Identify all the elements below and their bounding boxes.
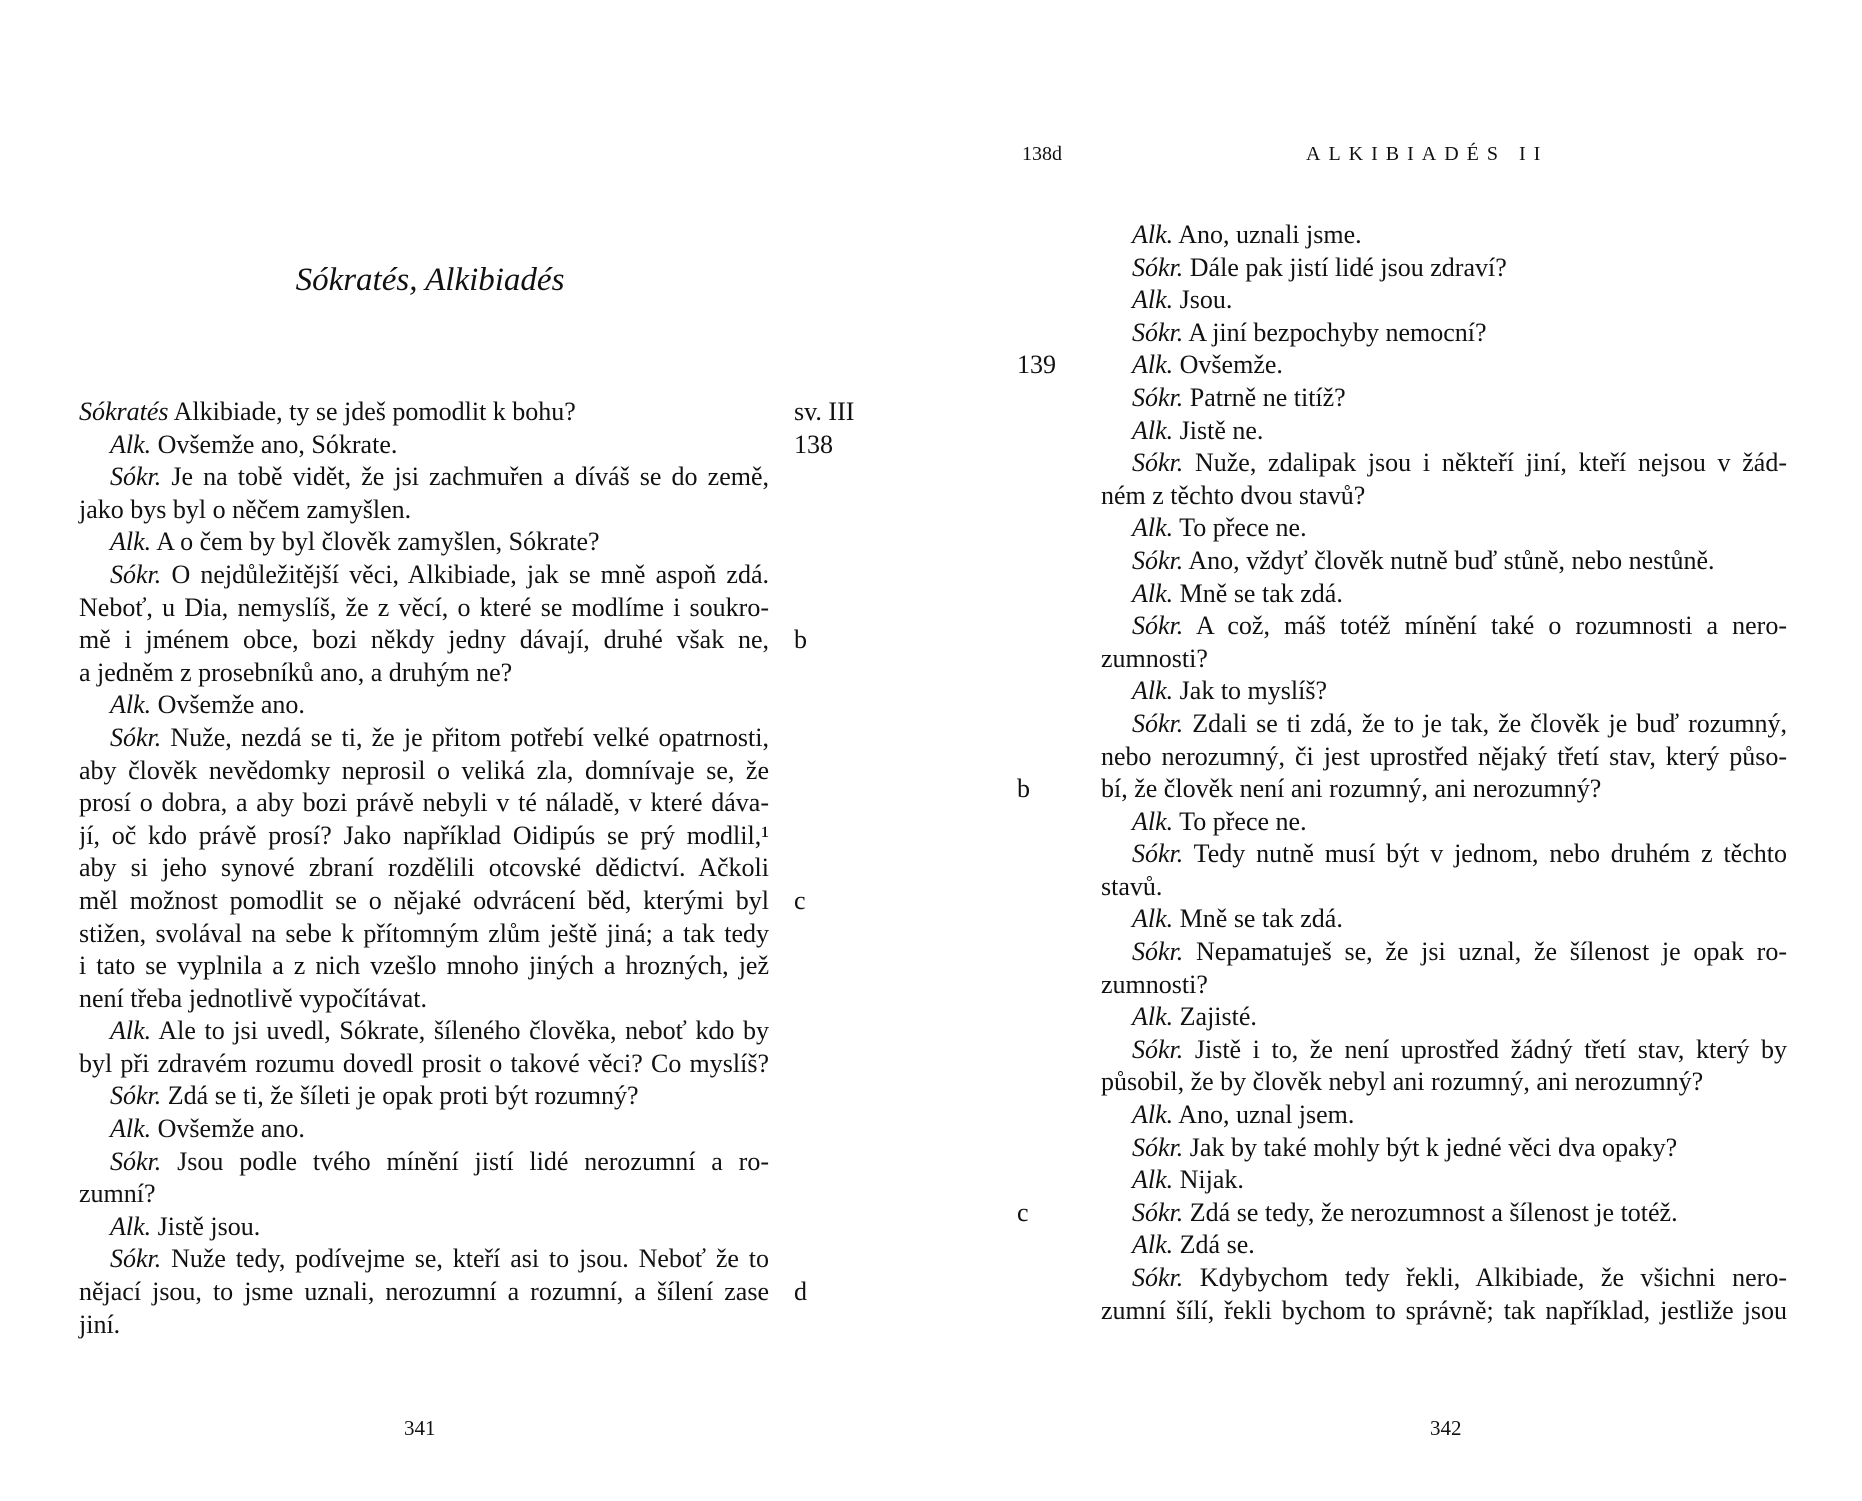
line-text: Jistě i to, že není uprostřed žádný třetí stav, který by — [1183, 1034, 1787, 1064]
text-line — [1101, 773, 1787, 806]
margin-reference — [1017, 382, 1087, 415]
left-text-column — [79, 396, 769, 1341]
margin-reference — [1017, 1229, 1087, 1262]
speaker-label: Sókr. — [1132, 708, 1184, 738]
margin-reference — [794, 1243, 894, 1276]
line-text: A jiní bezpochyby nemocní? — [1183, 317, 1487, 347]
text-line — [1101, 284, 1787, 317]
line-text: a jedněm z prosebníků ano, a druhým ne? — [79, 657, 513, 687]
right-margin-column — [1017, 219, 1087, 1327]
margin-reference — [794, 1211, 894, 1244]
text-line — [1101, 578, 1787, 611]
text-line — [79, 1276, 769, 1309]
text-line — [79, 885, 769, 918]
margin-reference — [1017, 871, 1087, 904]
speaker-label: Alk. — [1132, 676, 1174, 706]
speaker-label: Alk. — [1132, 1002, 1174, 1032]
speaker-label: Alk. — [1132, 415, 1174, 445]
dialogue-title: Sókratés, Alkibiadés — [295, 262, 565, 298]
speaker-label: Alk. — [110, 1114, 152, 1144]
line-text: bí, že člověk není ani rozumný, ani nerozumný? — [1101, 774, 1602, 804]
margin-reference — [1017, 512, 1087, 545]
text-line — [1101, 1066, 1787, 1099]
text-line — [1101, 1197, 1787, 1230]
speaker-label: Alk. — [1132, 806, 1174, 836]
margin-reference — [1017, 1066, 1087, 1099]
text-line — [79, 950, 769, 983]
margin-reference — [794, 1146, 894, 1179]
line-text: Je na tobě vidět, že jsi zachmuřen a díváš se do země, — [161, 462, 769, 492]
line-text: Zdali se ti zdá, že to je tak, že člověk je buď rozumný, — [1183, 708, 1787, 738]
text-line — [79, 624, 769, 657]
margin-reference — [794, 1374, 894, 1407]
text-line — [79, 1080, 769, 1113]
line-text: Neboť, u Dia, nemyslíš, že z věcí, o které se modlíme i soukro- — [79, 592, 769, 622]
text-line — [1101, 447, 1787, 480]
line-text: Mně se tak zdá. — [1173, 904, 1343, 934]
text-line — [79, 1015, 769, 1048]
line-text: To přece ne. — [1173, 806, 1307, 836]
margin-reference — [1017, 1132, 1087, 1165]
text-line — [79, 820, 769, 853]
speaker-label: Alk. — [1132, 350, 1174, 380]
page-number: 342 — [1430, 1416, 1462, 1440]
text-line — [1101, 382, 1787, 415]
text-line — [79, 396, 769, 429]
line-text: Jsou. — [1173, 285, 1233, 315]
margin-reference — [794, 494, 894, 527]
margin-reference — [794, 820, 894, 853]
speaker-label: Sókr. — [1132, 1197, 1184, 1227]
line-text: měl možnost pomodlit se o nějaké odvrácení běd, kterými byl — [79, 885, 769, 915]
line-text: Ovšemže ano, Sókrate. — [151, 429, 398, 459]
margin-reference: 139 — [1017, 350, 1056, 380]
margin-reference — [1017, 1034, 1087, 1067]
text-line — [1101, 349, 1787, 382]
margin-reference: c — [1017, 1197, 1029, 1227]
speaker-label: Alk. — [110, 690, 152, 720]
text-line — [1101, 806, 1787, 839]
margin-reference — [1017, 1295, 1087, 1328]
text-line — [1101, 643, 1787, 676]
speaker-label: Alk. — [1132, 1165, 1174, 1195]
left-margin-column — [794, 396, 894, 1472]
line-text: zumnosti? — [1101, 643, 1208, 673]
speaker-label: Sókr. — [1132, 382, 1184, 412]
line-text: Jistě jsou. — [151, 1211, 261, 1241]
margin-reference — [794, 852, 894, 885]
text-line — [1101, 936, 1787, 969]
margin-reference — [1017, 480, 1087, 513]
text-line — [79, 787, 769, 820]
text-line — [79, 657, 769, 690]
text-line — [79, 461, 769, 494]
text-line — [1101, 838, 1787, 871]
text-line — [79, 526, 769, 559]
margin-reference — [794, 1309, 894, 1342]
text-line — [1101, 1099, 1787, 1132]
line-text: Zdá se tedy, že nerozumnost a šílenost je totéž. — [1183, 1197, 1678, 1227]
speaker-label: Sókr. — [110, 462, 162, 492]
margin-reference: 138 — [794, 429, 833, 459]
text-line — [1101, 415, 1787, 448]
margin-reference — [794, 592, 894, 625]
text-line — [1101, 1132, 1787, 1165]
margin-reference — [1017, 741, 1087, 774]
speaker-label: Alk. — [110, 429, 152, 459]
margin-reference — [794, 657, 894, 690]
text-line — [1101, 252, 1787, 285]
speaker-label: Alk. — [1132, 1230, 1174, 1260]
speaker-label: Sókr. — [1132, 839, 1184, 869]
line-text: působil, že by člověk nebyl ani rozumný, ani nerozumný? — [1101, 1067, 1704, 1097]
margin-reference — [794, 950, 894, 983]
text-line — [1101, 1262, 1787, 1295]
margin-reference — [1017, 1262, 1087, 1295]
line-text: Ovšemže. — [1173, 350, 1283, 380]
text-line — [1101, 708, 1787, 741]
margin-reference — [1017, 838, 1087, 871]
speaker-label: Alk. — [1132, 220, 1174, 249]
speaker-label: Sókratés — [79, 397, 169, 426]
margin-reference — [794, 1439, 894, 1472]
margin-reference — [1017, 578, 1087, 611]
speaker-label: Sókr. — [1132, 252, 1184, 282]
text-line — [1101, 903, 1787, 936]
line-text: zumní šílí, řekli bychom to správně; tak například, jestliže jsou — [1101, 1295, 1787, 1325]
line-text: Kdybychom tedy řekli, Alkibiade, že všichni nero- — [1183, 1263, 1787, 1292]
line-text: Nuže, nezdá se ti, že je přitom potřebí velké opatrnosti, — [161, 722, 769, 752]
margin-reference: c — [794, 885, 806, 915]
right-page — [931, 0, 1862, 1501]
text-line — [79, 592, 769, 625]
line-text: Zdá se. — [1173, 1230, 1255, 1260]
running-head-reference: 138d — [1022, 143, 1062, 165]
margin-reference — [1017, 643, 1087, 676]
text-line — [79, 1048, 769, 1081]
margin-reference — [1017, 219, 1087, 252]
line-text: Jistě ne. — [1173, 415, 1264, 445]
speaker-label: Alk. — [110, 1016, 152, 1046]
line-text: Zdá se ti, že šíleti je opak proti být rozumný? — [161, 1081, 639, 1111]
text-line — [1101, 675, 1787, 708]
right-text-column — [1101, 219, 1787, 1327]
text-line — [1101, 1229, 1787, 1262]
margin-reference — [794, 559, 894, 592]
text-line — [1101, 512, 1787, 545]
margin-reference — [1017, 806, 1087, 839]
speaker-label: Sókr. — [1132, 1263, 1184, 1292]
margin-reference — [1017, 903, 1087, 936]
line-text: Jak to myslíš? — [1173, 676, 1327, 706]
text-line — [79, 494, 769, 527]
margin-reference — [794, 918, 894, 951]
line-text: Ano, vždyť člověk nutně buď stůně, nebo nestůně. — [1183, 545, 1715, 575]
line-text: To přece ne. — [1173, 513, 1307, 543]
speaker-label: Sókr. — [1132, 317, 1184, 347]
line-text: Nepamatuješ se, že jsi uznal, že šílenost je opak ro- — [1183, 937, 1787, 967]
speaker-label: Alk. — [110, 527, 152, 557]
line-text: Patrně ne titíž? — [1183, 382, 1346, 412]
text-line — [1101, 545, 1787, 578]
page-number: 341 — [404, 1416, 436, 1440]
line-text: A o čem by byl člověk zamyšlen, Sókrate? — [151, 527, 600, 557]
margin-reference — [794, 1015, 894, 1048]
line-text: ném z těchto dvou stavů? — [1101, 480, 1366, 510]
margin-reference — [1017, 545, 1087, 578]
line-text: Nuže tedy, podívejme se, kteří asi to jsou. Neboť že to — [161, 1244, 769, 1274]
speaker-label: Alk. — [1132, 578, 1174, 608]
line-text: jí, oč kdo právě prosí? Jako například Oidipús se prý modlil,¹ — [79, 820, 769, 850]
text-line — [1101, 219, 1787, 252]
line-text: Ovšemže ano. — [151, 1114, 305, 1144]
margin-reference — [794, 689, 894, 722]
line-text: Zajisté. — [1173, 1002, 1257, 1032]
text-line — [1101, 969, 1787, 1002]
text-line — [79, 1243, 769, 1276]
margin-reference — [1017, 969, 1087, 1002]
text-line — [79, 722, 769, 755]
speaker-label: Sókr. — [1132, 1034, 1184, 1064]
margin-reference — [794, 1113, 894, 1146]
margin-reference — [1017, 317, 1087, 350]
line-text: stavů. — [1101, 871, 1163, 901]
margin-reference — [794, 1080, 894, 1113]
line-text: nějací jsou, to jsme uznali, nerozumní a rozumní, a šílení zase — [79, 1277, 769, 1307]
text-line — [1101, 1164, 1787, 1197]
speaker-label: Sókr. — [110, 722, 162, 752]
text-line — [79, 755, 769, 788]
text-line — [79, 429, 769, 462]
line-text: Dále pak jistí lidé jsou zdraví? — [1183, 252, 1507, 282]
speaker-label: Sókr. — [1132, 611, 1184, 641]
line-text: Tedy nutně musí být v jednom, nebo druhém z těchto — [1183, 839, 1787, 869]
text-line — [79, 1211, 769, 1244]
line-text: jiní. — [79, 1309, 121, 1339]
text-line — [79, 852, 769, 885]
line-text: stižen, svolával na sebe k přítomným zlům ještě jiná; a tak tedy — [79, 918, 769, 948]
speaker-label: Sókr. — [1132, 545, 1184, 575]
text-line — [79, 983, 769, 1016]
line-text: zumnosti? — [1101, 969, 1208, 999]
margin-reference — [1017, 708, 1087, 741]
line-text: mě i jménem obce, bozi někdy jedny dávají, druhé však ne, — [79, 625, 769, 655]
speaker-label: Sókr. — [110, 1244, 162, 1274]
margin-reference — [794, 755, 894, 788]
line-text: i tato se vyplnila a z nich vzešlo mnoho jiných a hrozných, jež — [79, 951, 769, 981]
text-line — [1101, 1295, 1787, 1328]
line-text: O nejdůležitější věci, Alkibiade, jak se mně aspoň zdá. — [161, 559, 769, 589]
speaker-label: Sókr. — [110, 1081, 162, 1111]
margin-reference — [794, 1406, 894, 1439]
line-text: zumní? — [79, 1179, 156, 1209]
text-line — [1101, 871, 1787, 904]
line-text: A což, máš totéž mínění také o rozumnosti a nero- — [1183, 611, 1787, 641]
margin-reference — [794, 722, 894, 755]
line-text: aby si jeho synové zbraní rozdělili otcovské dědictví. Ačkoli — [79, 853, 769, 883]
line-text: prosí o dobra, a aby bozi právě nebyli v té náladě, v které dáva- — [79, 788, 769, 818]
line-text: Ano, uznal jsem. — [1173, 1100, 1355, 1130]
margin-reference — [794, 1341, 894, 1374]
speaker-label: Sókr. — [110, 559, 162, 589]
speaker-label: Alk. — [110, 1211, 152, 1241]
margin-reference — [794, 1048, 894, 1081]
margin-reference — [1017, 1164, 1087, 1197]
text-line — [1101, 610, 1787, 643]
margin-reference: d — [794, 1277, 807, 1307]
speaker-label: Alk. — [1132, 285, 1174, 315]
running-head-title: ALKIBIADÉS II — [1306, 143, 1549, 165]
text-line — [1101, 1001, 1787, 1034]
margin-reference — [1017, 284, 1087, 317]
margin-reference — [1017, 936, 1087, 969]
speaker-label: Alk. — [1132, 904, 1174, 934]
margin-reference — [794, 787, 894, 820]
margin-reference: b — [794, 625, 807, 655]
margin-reference — [1017, 1099, 1087, 1132]
margin-reference — [794, 526, 894, 559]
line-text: Nijak. — [1173, 1165, 1244, 1195]
margin-reference — [1017, 675, 1087, 708]
text-line — [1101, 741, 1787, 774]
line-text: jako bys byl o něčem zamyšlen. — [79, 494, 412, 524]
text-line — [79, 1146, 769, 1179]
speaker-label: Alk. — [1132, 1100, 1174, 1130]
line-text: nebo nerozumný, či jest uprostřed nějaký třetí stav, který půso- — [1101, 741, 1787, 771]
margin-reference — [1017, 415, 1087, 448]
margin-reference — [794, 983, 894, 1016]
text-line — [79, 918, 769, 951]
margin-reference — [794, 1178, 894, 1211]
line-text: byl při zdravém rozumu dovedl prosit o takové věci? Co myslíš? — [79, 1048, 769, 1078]
text-line — [79, 559, 769, 592]
line-text: Jsou podle tvého mínění jistí lidé nerozumní a ro- — [161, 1146, 769, 1176]
speaker-label: Sókr. — [1132, 937, 1184, 967]
margin-reference: b — [1017, 774, 1030, 804]
speaker-label: Sókr. — [110, 1146, 162, 1176]
margin-reference — [1017, 252, 1087, 285]
speaker-label: Sókr. — [1132, 1132, 1184, 1162]
line-text: není třeba jednotlivě vypočítávat. — [79, 983, 427, 1013]
text-line — [79, 1178, 769, 1211]
line-text: Mně se tak zdá. — [1173, 578, 1343, 608]
text-line — [79, 1309, 769, 1342]
text-line — [79, 1113, 769, 1146]
line-text: Alkibiade, ty se jdeš pomodlit k bohu? — [168, 397, 576, 426]
margin-reference — [1017, 610, 1087, 643]
text-line — [1101, 317, 1787, 350]
line-text: Nuže, zdalipak jsou i někteří jiní, kteří nejsou v žád- — [1183, 448, 1787, 478]
margin-reference — [794, 461, 894, 494]
line-text: Ovšemže ano. — [151, 690, 305, 720]
line-text: Jak by také mohly být k jedné věci dva opaky? — [1183, 1132, 1678, 1162]
speaker-label: Sókr. — [1132, 448, 1184, 478]
speaker-label: Alk. — [1132, 513, 1174, 543]
margin-reference — [1017, 1001, 1087, 1034]
text-line — [79, 689, 769, 722]
line-text: aby člověk nevědomky neprosil o veliká zla, domnívaje se, že — [79, 755, 769, 785]
text-line — [1101, 480, 1787, 513]
margin-reference — [1017, 447, 1087, 480]
line-text: Ale to jsi uvedl, Sókrate, šíleného člověka, neboť kdo by — [151, 1016, 769, 1046]
margin-reference: sv. III — [794, 397, 855, 426]
line-text: Ano, uznali jsme. — [1173, 220, 1362, 249]
text-line — [1101, 1034, 1787, 1067]
